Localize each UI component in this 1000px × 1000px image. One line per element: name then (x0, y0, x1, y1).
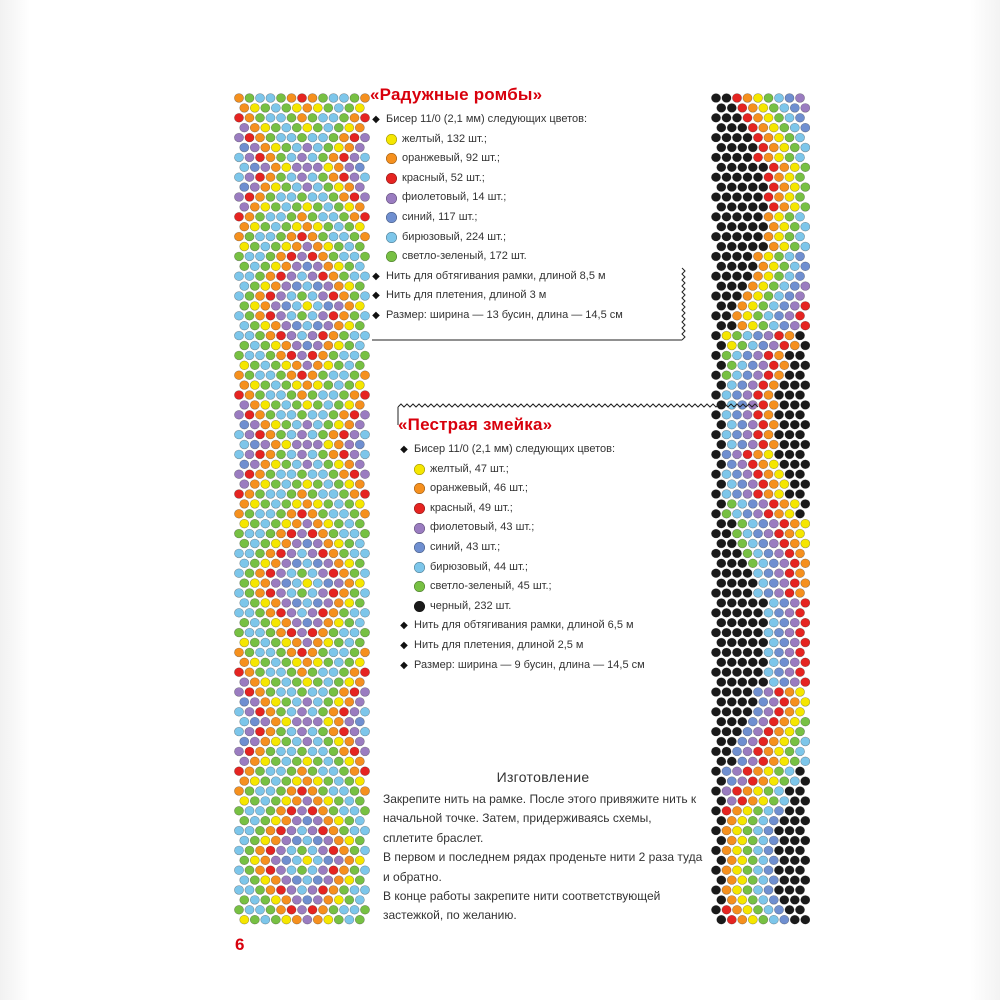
zmeyka-items (398, 616, 708, 675)
zmeyka-bead-red (414, 499, 708, 519)
rombi-bead-label: оранжевый, 92 шт.; (402, 152, 500, 165)
zmeyka-bead-violet (414, 518, 708, 538)
zmeyka-bead-yellow (414, 460, 708, 480)
rombi-bead-violet (386, 188, 690, 208)
making-instructions (383, 768, 703, 926)
rombi-bead-label: бирюзовый, 224 шт.; (402, 230, 507, 243)
page-number: 6 (235, 935, 245, 954)
turquoise-bead-swatch-icon (386, 232, 397, 243)
rombi-bead-label: синий, 117 шт.; (402, 210, 478, 223)
rombi-items (370, 267, 690, 326)
rombi-bead-yellow (386, 130, 690, 150)
yellow-bead-swatch-icon (386, 134, 397, 145)
rombi-bead-label: фиолетовый, 14 шт.; (402, 191, 507, 204)
rombi-bead-label: красный, 52 шт.; (402, 171, 485, 184)
making-paragraph-2: В первом и последнем рядах проденьте нити 2 раза туда и обратно. (383, 850, 703, 884)
zmeyka-bead-label: черный, 232 шт. (430, 599, 512, 612)
orange-bead-swatch-icon (386, 153, 397, 164)
rombi-item (370, 267, 690, 287)
rombi-item-text: Нить для обтягивания рамки, длиной 8,5 м (386, 269, 606, 282)
rainbow-rhombus-spec (370, 84, 690, 326)
yellow-bead-swatch-icon (414, 464, 425, 475)
diamond-bullet-icon: ◆ (400, 620, 408, 632)
diamond-bullet-icon: ◆ (372, 114, 380, 125)
zmeyka-bead-label: синий, 43 шт.; (430, 540, 501, 553)
rombi-beads-line (370, 110, 690, 130)
zmeyka-bead-black (414, 597, 708, 617)
zmeyka-bead-lightgreen (414, 577, 708, 597)
zmeyka-bead-label: оранжевый, 46 шт.; (430, 482, 528, 495)
zmeyka-bead-turquoise (414, 558, 708, 578)
making-paragraph-3: В конце работы закрепите нити соответствующей застежкой, по желанию. (383, 889, 661, 923)
orange-bead-swatch-icon (414, 483, 425, 494)
lightgreen-bead-swatch-icon (386, 251, 397, 262)
rombi-bead-label: светло-зеленый, 172 шт. (402, 250, 527, 263)
zmeyka-item (398, 656, 708, 676)
rombi-item-text: Размер: ширина — 13 бусин, длина — 14,5 см (386, 308, 623, 321)
zmeyka-bead-blue (414, 538, 708, 558)
zmeyka-item (398, 636, 708, 656)
red-bead-swatch-icon (386, 173, 397, 184)
violet-bead-swatch-icon (386, 193, 397, 204)
zmeyka-bead-label: красный, 49 шт.; (430, 501, 513, 514)
zmeyka-bead-colors (398, 460, 708, 617)
blue-bead-swatch-icon (386, 212, 397, 223)
rombi-beads-line-text: Бисер 11/0 (2,1 мм) следующих цветов: (386, 113, 588, 125)
rombi-item (370, 286, 690, 306)
rombi-bead-red (386, 169, 690, 189)
red-bead-swatch-icon (414, 503, 425, 514)
turquoise-bead-swatch-icon (414, 562, 425, 573)
zmeyka-bead-label: бирюзовый, 44 шт.; (430, 560, 528, 573)
zmeyka-bead-orange (414, 479, 708, 499)
motley-snake-spec (398, 414, 708, 675)
zmeyka-beads-line-text: Бисер 11/0 (2,1 мм) следующих цветов: (414, 443, 616, 455)
blue-bead-swatch-icon (414, 542, 425, 553)
rombi-item (370, 306, 690, 326)
rombi-bead-turquoise (386, 228, 690, 248)
zmeyka-beads-line (398, 440, 708, 460)
black-bead-swatch-icon (414, 601, 425, 612)
diamond-bullet-icon: ◆ (372, 309, 380, 321)
rombi-bead-blue (386, 208, 690, 228)
rombi-title: «Радужные ромбы» (370, 85, 543, 104)
rombi-bead-colors (370, 130, 690, 267)
zmeyka-bead-label: фиолетовый, 43 шт.; (430, 521, 535, 534)
diamond-bullet-icon: ◆ (372, 290, 380, 302)
zmeyka-bead-label: желтый, 47 шт.; (430, 462, 509, 475)
rombi-item-text: Нить для плетения, длиной 3 м (386, 289, 547, 302)
diamond-bullet-icon: ◆ (400, 659, 408, 671)
diamond-bullet-icon: ◆ (400, 444, 408, 455)
zmeyka-item-text: Размер: ширина — 9 бусин, длина — 14,5 см (414, 658, 645, 671)
zmeyka-bead-label: светло-зеленый, 45 шт.; (430, 580, 552, 593)
making-paragraph-1: Закрепите нить на рамке. После этого привяжите нить к начальной точке. Затем, придерживаясь схемы, сплетите браслет. (383, 792, 697, 845)
zmeyka-item-text: Нить для плетения, длиной 2,5 м (414, 638, 584, 651)
rombi-bead-label: желтый, 132 шт.; (402, 132, 487, 145)
zmeyka-item (398, 616, 708, 636)
lightgreen-bead-swatch-icon (414, 581, 425, 592)
violet-bead-swatch-icon (414, 523, 425, 534)
rombi-bead-orange (386, 149, 690, 169)
zmeyka-title: «Пестрая змейка» (398, 415, 553, 434)
making-heading: Изготовление (496, 769, 590, 785)
diamond-bullet-icon: ◆ (372, 270, 380, 282)
diamond-bullet-icon: ◆ (400, 639, 408, 651)
rombi-bead-lightgreen (386, 247, 690, 267)
zmeyka-item-text: Нить для обтягивания рамки, длиной 6,5 м (414, 619, 634, 632)
